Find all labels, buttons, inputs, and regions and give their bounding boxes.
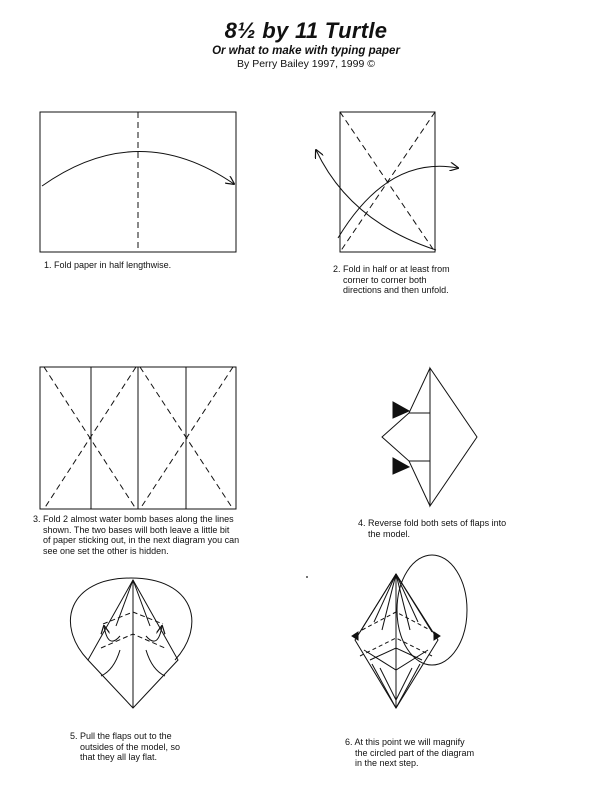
caption-line: of paper sticking out, in the next diagram you can	[43, 535, 240, 545]
caption-line: the circled part of the diagram	[355, 747, 475, 758]
step-number: 2.	[333, 264, 341, 274]
caption-line: Fold paper in half lengthwise.	[54, 260, 172, 270]
left-flaps	[382, 368, 430, 506]
step-4-caption	[358, 518, 548, 539]
caption-line: Fold 2 almost water bomb bases along the lines	[43, 514, 234, 524]
step-1-caption	[44, 260, 244, 271]
step-3-caption	[33, 514, 283, 556]
step-number: 3.	[33, 514, 41, 524]
caption-line: in the next step.	[355, 758, 419, 768]
caption-line: corner to corner both	[343, 274, 427, 285]
magnify-circle	[397, 555, 467, 665]
caption-line: Pull the flaps out to the	[80, 731, 172, 741]
crease-line	[374, 574, 396, 622]
step-number: 6.	[345, 737, 353, 747]
caption-line: see one set the other is hidden.	[43, 545, 169, 556]
flap-edge	[146, 650, 165, 676]
crease-line	[396, 574, 418, 622]
caption-line: that they all lay flat.	[80, 752, 158, 762]
step-5-caption	[70, 731, 240, 763]
flap-edge	[396, 664, 420, 708]
caption-line: shown. The two bases will both leave a little bit	[43, 524, 230, 535]
step-2-diagram	[316, 112, 458, 252]
stray-dot	[306, 576, 308, 578]
caption-line: At this point we will magnify	[354, 737, 465, 747]
author-credit: By Perry Bailey 1997, 1999 ©	[237, 58, 375, 70]
page-subtitle: Or what to make with typing paper	[212, 45, 400, 57]
step-number: 1.	[44, 260, 52, 270]
caption-line: Fold in half or at least from	[343, 264, 450, 274]
step-4-diagram	[382, 368, 477, 506]
step-number: 5.	[70, 731, 78, 741]
step-5-diagram	[70, 578, 191, 708]
circle-outline	[70, 578, 191, 660]
step-3-diagram	[40, 367, 236, 509]
flap-edge	[101, 650, 120, 676]
crease-line	[396, 574, 432, 632]
reverse-fold-arrow-icon	[393, 458, 409, 474]
page-title: 8½ by 11 Turtle	[224, 18, 388, 43]
caption-line: Reverse fold both sets of flaps into	[368, 518, 507, 528]
right-half-base	[430, 368, 477, 506]
caption-line: directions and then unfold.	[343, 285, 449, 295]
step-1-diagram	[40, 112, 236, 252]
flap-tip-icon	[352, 632, 358, 640]
step-6-diagram	[352, 555, 467, 708]
fold-arrow	[338, 166, 458, 238]
inner-crease	[116, 580, 133, 626]
caption-line: the model.	[368, 528, 411, 539]
step-number: 4.	[358, 518, 366, 528]
caption-line: outsides of the model, so	[80, 741, 181, 752]
inner-crease	[133, 580, 150, 626]
crease-line	[360, 574, 396, 632]
crease-line	[382, 574, 396, 630]
step-2-caption	[333, 264, 503, 296]
step-6-caption	[345, 737, 520, 769]
flap-edge	[372, 664, 396, 708]
